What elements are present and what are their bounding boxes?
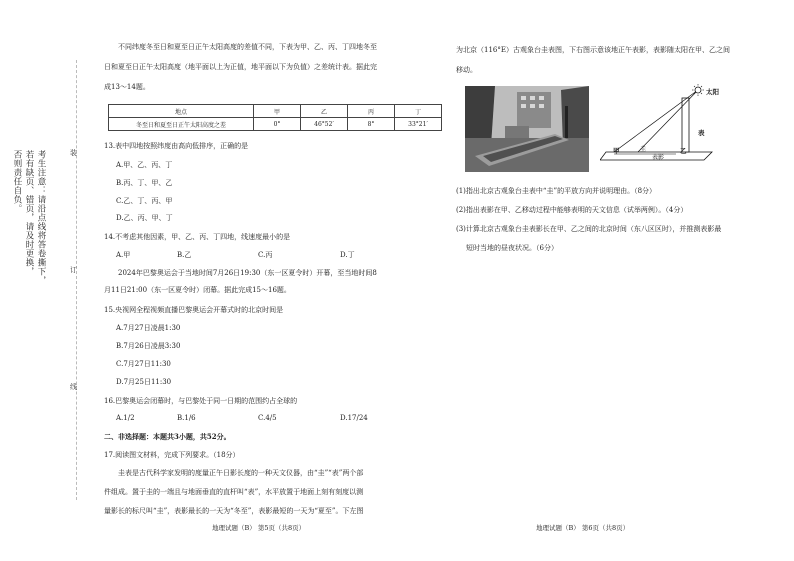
intro-line-3: 成13～14题。 — [104, 83, 150, 91]
q15-stem: 15.央视网全程视频直播巴黎奥运会开幕式时的北京时间是 — [104, 306, 284, 314]
q17-para-1: 圭表是古代科学家发明的度量正午日影长度的一种天文仪器，由“圭”“表”两个部 — [118, 469, 364, 477]
label-sun: 太阳 — [706, 88, 719, 96]
q13-option-d: D.乙、丙、甲、丁 — [116, 214, 173, 222]
label-gui: 圭 — [640, 146, 647, 153]
label-pole: 表 — [698, 129, 705, 137]
q16-stem: 16.巴黎奥运会闭幕时，与巴黎处于同一日期的范围约占全球的 — [104, 397, 298, 405]
intro-line-1: 不同纬度冬至日和夏至日正午太阳高度的差值不同，下表为甲、乙、丙、丁四地冬至 — [118, 43, 377, 51]
q17-para-2: 件组成。置于圭的一端且与地面垂直的直杆叫“表”，水平放置于地面上刻有刻度以测 — [104, 488, 364, 496]
table-cell: 8° — [348, 118, 395, 131]
observatory-photo — [465, 86, 589, 172]
intro-line-2: 日和夏至日正午太阳高度（地平面以上为正值，地平面以下为负值）之差统计表。据此完 — [104, 63, 377, 71]
page-footer-right: 地理试题（B） 第6页（共8页） — [536, 524, 630, 532]
table-cell: 乙 — [301, 105, 348, 118]
table-cell: 0° — [254, 118, 301, 131]
q15-option-b: B.7月26日凌晨3:30 — [116, 342, 181, 350]
table-cell: 甲 — [254, 105, 301, 118]
q14-stem: 14.不考虑其他因素，甲、乙、丙、丁四地，线速度最小的是 — [104, 233, 291, 241]
q17-sub2: (2)指出表影在甲、乙移动过程中能够表明的天文信息（试举两例）。（4分） — [456, 206, 688, 214]
binding-char-2: 订 — [70, 266, 77, 274]
table-cell: 丁 — [395, 105, 442, 118]
q17-sub3-line1: (3)计算北京古观象台圭表影长在甲、乙之间的北京时间（东八区区时），并推测表影最 — [456, 225, 722, 233]
q16-option-a: A.1/2 — [116, 414, 135, 422]
binding-char-1: 装 — [70, 149, 77, 157]
q17-sub1: (1)指出北京古观象台圭表中“圭”的平放方向并说明理由。（8分） — [456, 187, 657, 195]
label-shadow: 表影 — [652, 154, 665, 161]
binding-char-3: 线 — [70, 383, 77, 391]
q16-option-d: D.17/24 — [340, 414, 368, 422]
right-cont-line-2: 移动。 — [456, 66, 477, 74]
table-cell: 冬至日和夏至日正午太阳高度之差 — [109, 118, 254, 131]
notice-col1: 考生注意：请沿点线将答卷撕下， — [36, 150, 46, 285]
q14-option-b: B.乙 — [177, 251, 192, 259]
table-row — [109, 105, 442, 118]
label-jia: 甲 — [613, 147, 620, 155]
gnomon-pole — [682, 98, 689, 152]
binding-line — [76, 60, 77, 500]
solar-height-table — [108, 104, 442, 131]
table-cell: 丙 — [348, 105, 395, 118]
section-2-title: 二、非选择题：本题共3小题，共52分。 — [104, 432, 231, 441]
q17-para-3: 量影长的标尺叫“圭”，表影最长的一天为“冬至”，表影最短的一天为“夏至”。下左图 — [104, 507, 364, 515]
intro2-line-2: 月11日21:00（东一区夏令时）闭幕。据此完成15～16题。 — [104, 286, 291, 294]
q13-stem: 13.表中四地按照纬度由高向低排序，正确的是 — [104, 142, 249, 150]
gnomon-diagram — [600, 84, 730, 176]
table-cell: 地点 — [109, 105, 254, 118]
label-yi: 乙 — [680, 147, 687, 155]
q15-option-c: C.7月27日11:30 — [116, 360, 171, 368]
q15-option-a: A.7月27日凌晨1:30 — [116, 324, 181, 332]
table-cell: 46°52′ — [301, 118, 348, 131]
q13-option-b: B.丙、丁、甲、乙 — [116, 179, 173, 187]
q14-option-d: D.丁 — [340, 251, 355, 259]
sun-icon — [695, 87, 701, 93]
notice-col3: 否则责任自负。 — [12, 150, 22, 213]
right-cont-line-1: 为北京（116°E）古观象台圭表图，下右图示意该地正午表影，表影随太阳在甲、乙之间 — [456, 46, 730, 54]
notice-col2: 若有缺页、错页，请及时更换， — [24, 150, 34, 276]
observatory-photo-graphic — [465, 86, 589, 172]
q17-sub3-line2: 短时当地的昼夜状况。（6分） — [466, 244, 558, 252]
q14-option-a: A.甲 — [116, 251, 131, 259]
table-cell: 33°21′ — [395, 118, 442, 131]
q15-option-d: D.7月25日11:30 — [116, 378, 172, 386]
q16-option-c: C.4/5 — [258, 414, 277, 422]
q13-option-a: A.甲、乙、丙、丁 — [116, 161, 173, 169]
q16-option-b: B.1/6 — [177, 414, 196, 422]
intro2-line-1: 2024年巴黎奥运会于当地时间7月26日19:30（东一区夏令时）开幕，至当地时间8 — [118, 269, 377, 277]
q14-option-c: C.丙 — [258, 251, 273, 259]
q17-stem: 17.阅读图文材料，完成下列要求。（18分） — [104, 451, 240, 459]
page-footer-left: 地理试题（B） 第5页（共8页） — [212, 524, 306, 532]
q13-option-c: C.乙、丁、丙、甲 — [116, 197, 173, 205]
table-row — [109, 118, 442, 131]
